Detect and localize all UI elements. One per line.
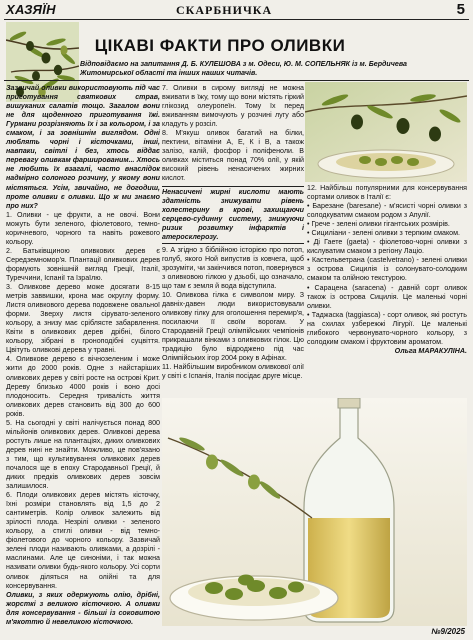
issue-number: №9/2025 (431, 627, 465, 636)
reader-question-note: Відповідаємо на запитання Д. Б. КУЛЕШОВА з м. Одеси, Ю. М. СОПЕЛЬНЯК із м. Бердичева Житомирської області та інших наших читачів. (80, 60, 407, 77)
variety-saracena: • Сарацена (saracena) - давній сорт оливок також із острова Сицилія. Це маленькі чорні оливки. (307, 283, 467, 310)
variety-baresane: • Барезане (baresane) - м'ясисті чорні оливки з солодкуватим смаком родом з Апулії. (307, 202, 467, 220)
variety-greche: • Грече - зелені оливки гігантських розмірів. (307, 220, 450, 229)
header-rule (4, 19, 469, 20)
olives-closeup-photo (305, 82, 467, 182)
page-number: 5 (456, 1, 465, 18)
column-2 (162, 84, 304, 382)
fact-3: 3. Оливкове дерево може досягати 8-15 метрів заввишки, крона має округлу форму. Листя оливкового дерева подовжене овальної форми. Зверху листя сірувато-зеленого кольору, а знизу має сріблясте забарвлення. Квіти в оливкових дерев дрібні, білого кольору, зібрані в гроноподібні суцвіття. Цвітуть оливкові дерева у травні. (6, 283, 160, 355)
fact-9: 9. А згідно з біблійною історією про потоп, голуб, якого Ной випустив із ковчега, щоб зрозуміти, чи закінчився потоп, повернувся з оливковою гілкою у дзьобі, що означало, що там є земля й вода відступила. (162, 245, 304, 290)
author-signature: Ольга МАРАКУЛІНА. (394, 346, 467, 355)
article-title: ЦІКАВІ ФАКТИ ПРО ОЛИВКИ (94, 36, 346, 55)
variety-siciliane: • Сициліани - зелені оливки з терпким смаком. (307, 229, 460, 238)
health-callout: Ненасичені жирні кислоти мають здатність знижувати рівень холестерину в крові, захищаючи серцево-судинну систему, знижуючи ризик розвитку інфарктів і атеросклерозу. (162, 186, 304, 244)
fact-8: 8. М'якуш оливок багатий на білки, пектини, вітаміни А, Е, К і В, а також залізо, калій, фосфор і поліфеноли. В оливках міститься понад 70% олії, у якій високий рівень ненасичених жирних кислот. (162, 129, 304, 183)
lead-paragraph: Зазвичай оливки використовують під час приготування святкових страв, вишуканих салатів тощо. Загалом вони не для щоденного приготування їжі. Гурмани розрізняють їх і за кольором, і за смаком, і за зовнішнім виглядом. Одні люблять чорні і кісточками, інші, навпаки, світлі і без, хтось віддає перевагу оливкам фаршированим... Хтось не любить їх взагалі, часто внаслідок надмірно солоного розчину, у якому вони містяться. Усім, звичайно, не догодиш, проте оливки є оливки. Що ж ми знаємо про них? (6, 84, 160, 210)
olive-types-callout: Оливки, з яких одержують олію, дрібні, жорсткі з великою кісточкою. А оливки для консервування - більші із соковитою м'якоттю й невеликою кісточкою. (6, 590, 160, 626)
variety-taggiasca: • Таджаска (taggiasca) - сорт оливок, які ростуть на схилах узбережжі Лігурії. Це маленькі глибокого червонувато-чорного кольору, з солодким смаком і фруктовим ароматом. (307, 310, 467, 346)
fact-10: 10. Оливкова гілка є символом миру. З давніх-давен люди використовували оливкову гілку для оголошення перемир'я, посилаючи її своїм ворогам. У Стародавній Греції олімпійських чемпіонів прикрашали вінками з оливкових гілок. Цю традицію було відроджено під час Олімпійських ігор 2004 року в Афінах. (162, 291, 304, 363)
fact-2: 2. Батьківщиною оливкових дерев є Середземномор'я. Плантації оливкових дерев формують зовнішній вигляд Греції, Італії, Туреччини, Іспанії та Ізраїлю. (6, 246, 160, 282)
fact-12: 12. Найбільш популярними для консервування сортами оливок в Італії є: (307, 184, 467, 202)
fact-6: 6. Плоди оливкових дерев містять кісточку, їхні розміри становлять від 1,5 до 2 сантиметрів. Колір оливок залежить від зрілості плода. Незрілі оливки - зеленого кольору, а стиглі оливки - від темно-фіолетового до чорного кольору. Зазвичай зелені плоди називають оливками, а дозрілі - маслинами. Але це синоніми, і так можна називати оливки будь-якого кольору. Усі сорти оливок діляться на олійні та для консервування. (6, 491, 160, 590)
column-3 (307, 184, 467, 356)
section-title: СКАРБНИЧКА (176, 3, 273, 17)
fact-7: 7. Оливки в сирому вигляді не можна вживати в їжу, тому що вони містять гіркий глікозид олеуропеїн. Тому їх перед вживанням вимочують у розчині лугу або кладуть у розсіл. (162, 84, 304, 129)
fact-1: 1. Оливки - це фрукти, а не овочі. Вони можуть бути зеленого, фіолетового, темно-коричневого, чорного та навіть рожевого кольору. (6, 210, 160, 246)
magazine-brand: ХАЗЯЇН (6, 2, 56, 17)
fact-4: 4. Оливкове дерево є вічнозеленим і може жити до 2000 років. Одне з найстаріших оливкових дерев у світі росте на острові Крит. Дереву близько 4000 років і воно досі плодоносить. Середня тривалість життя оливкових дерев становить від 300 до 600 років. (6, 355, 160, 418)
olive-oil-bottle-photo (162, 398, 467, 626)
variety-gaeta: • Ді Гаете (gaeta) - фіолетово-чорні оливки з кислуватим смаком з регіону Лаціо. (307, 238, 467, 256)
fact-11: 11. Найбільшим виробником оливкової олії у світі є Іспанія, Італія посідає друге місце. (162, 363, 304, 381)
intro-rule (4, 80, 469, 81)
fact-5: 5. На сьогодні у світі налічується понад 800 мільйонів оливкових дерев. Оливкові дерева ростуть лише на плантаціях, диких оливкових дерев нині не знайти. Можливо, це пов'язано з тим, що культивування оливкових дерев почалося ще в епоху Стародавньої Греції, й диких предків оливкових дерев зовсім залишилося. (6, 418, 160, 491)
column-1 (6, 84, 160, 627)
variety-castelvetrano: • Кастельветрана (castelvetrano) - зелені оливки з острова Сицилія із солонувато-солодким смаком та олійною текстурою. (307, 256, 467, 283)
